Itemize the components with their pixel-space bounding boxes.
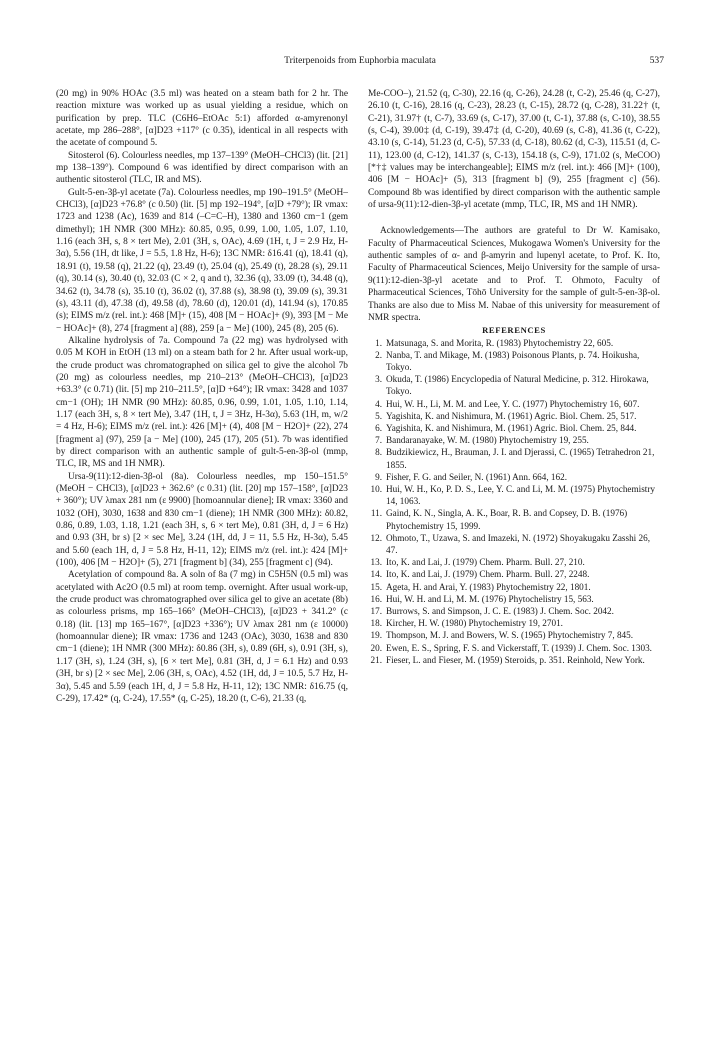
right-column [368, 88, 660, 666]
page-header [56, 55, 664, 69]
reference-item: 13. Ito, K. and Lai, J. (1979) Chem. Pharm. Bull. 27, 210. [370, 557, 585, 568]
references-heading: REFERENCES [482, 325, 546, 336]
reference-item: 16. Hui, W. H. and Li, M. M. (1976) Phytochelistry 15, 563. [370, 593, 594, 604]
running-title: Triterpenoids from Euphorbia maculata [284, 55, 436, 66]
reference-item: 2. Nanba, T. and Mikage, M. (1983) Poisonous Plants, p. 74. Hoikusha, Tokyo. [375, 349, 640, 372]
reference-item: 19. Thompson, M. J. and Bowers, W. S. (1965) Phytochemistry 7, 845. [370, 630, 634, 641]
reference-item: 8. Budzikiewicz, H., Brauman, J. I. and Djerassi, C. (1965) Tetrahedron 21, 1855. [375, 447, 655, 470]
paragraph-sitosterol: Sitosterol (6). Colourless needles, mp 137–139° (MeOH–CHCl3) (lit. [21] mp 138–139°). Compound 6 was identified by direct comparison with an authentic sitosterol (TLC, IR and MS). [56, 150, 348, 186]
reference-item: 12. Ohmoto, T., Uzawa, S. and Imazeki, N. (1972) Shoyakugaku Zasshi 26, 47. [370, 532, 651, 555]
reference-item: 6. Yagishita, K. and Nishimura, M. (1961) Agric. Biol. Chem. 25, 844. [375, 422, 637, 433]
paragraph-continuation-right: Me-COO–), 21.52 (q, C-30), 22.16 (q, C-26), 24.28 (t, C-2), 25.46 (q, C-27), 26.10 (t, C-16), 28.16 (q, C-23), 28.23 (t, C-15), 28.72 (q, C-28), 31.22† (t, C-21), 31.97† (t, C-7), 33.69 (s, C-17), 37.00 (t, C-1), 37.88 (s, C-10), 38.55 (s, C-4), 39.00‡ (d, C-19), 39.47‡ (d, C-20), 40.69 (s, C-8), 41.36 (t, C-22), 43.10 (s, C-14), 51.23 (d, C-5), 57.33 (d, C-18), 80.62 (d, C-3), 115.51 (d, C-11), 123.00 (d, C-12), 141.37 (s, C-13), 154.18 (s, C-9), 171.02 (s, MeCOO) [*†‡ values may be interchangeable]; EIMS m/z (rel. int.): 466 [M]+ (100), 406 [M − HOAc]+ (5), 313 [fragment b] (9), 255 [fragment c] (56). Compound 8b was identified by direct comparison with the authentic sample of ursa-9(11):12-dien-3β-yl acetate (mmp, TLC, IR, MS and 1H NMR). [368, 89, 660, 211]
paragraph-acetylation: Acetylation of compound 8a. A soln of 8a (7 mg) in C5H5N (0.5 ml) was acetylated with Ac2O (0.5 ml) at room temp. overnight. After usual work-up, the crude product was chromatographed over silica gel to give an acetate (8b) as colourless prisms, mp 165–166° (MeOH–CHCl3), [α]D23 + 341.2° (c 0.18) (lit. [13] mp 165–167°, [α]D23 +336°); UV λmax 281 nm (ε 10000) (homoannular diene); IR νmax: 1736 and 1243 (OAc), 3030, 1638 and 830 cm−1 (diene); 1H NMR (300 MHz): δ0.86 (3H, s), 0.89 (6H, s), 0.91 (3H, s), 1.17 (3H, s), 1.24 (3H, s), [6 × tert Me], 0.81 (3H, d, J = 6.1 Hz) and 0.93 (3H, br s) [2 × sec Me], 2.06 (3H, s, OAc), 4.52 (1H, dd, J = 10.5, 5.7 Hz, H-3α), 5.45 and 5.59 (each 1H, d, J = 5.8 Hz, H-11, 12); 13C NMR: δ16.75 (q, C-29), 17.42* (q, C-24), 17.55* (q, C-25), 18.20 (t, C-6), 21.33 (q, [56, 570, 348, 704]
reference-item: 14. Ito, K. and Lai, J. (1979) Chem. Pharm. Bull. 27, 2248. [370, 569, 590, 580]
paragraph-ursadienol: Ursa-9(11):12-dien-3β-ol (8a). Colourless needles, mp 150–151.5° (MeOH − CHCl3), [α]D23 + 362.6° (c 0.31) (lit. [20] mp 157–158°, [α]D23 + 360°); UV λmax 281 nm (ε 9900) [homoannular diene]; IR νmax: 3360 and 1032 (OH), 3030, 1638 and 830 cm−1 (diene); 1H NMR (300 MHz): δ0.82, 0.86, 0.89, 1.03, 1.18, 1.21 (each 3H, s, 6 × tert Me), 0.81 (3H, d, J = 6 Hz) and 0.93 (3H, br s) [2 × sec Me], 3.24 (1H, dd, J = 11, 5.5 Hz, H-3α), 5.45 and 5.60 (each 1H, d, J = 5.8 Hz, H-11, 12); EIMS m/z (rel. int.): 424 [M]+ (100), 406 [M − H2O]+ (5), 271 [fragment b] (34), 255 [fragment c] (94). [56, 471, 348, 569]
reference-item: 20. Ewen, E. S., Spring, F. S. and Vickerstaff, T. (1939) J. Chem. Soc. 1303. [370, 642, 652, 653]
reference-item: 11. Gaind, K. N., Singla, A. K., Boar, R. B. and Copsey, D. B. (1976) Phytochemistry 15, 1999. [370, 508, 628, 531]
reference-item: 9. Fisher, F. G. and Seiler, N. (1961) Ann. 664, 162. [375, 471, 567, 482]
reference-item: 1. Matsunaga, S. and Morita, R. (1983) Phytochemistry 22, 605. [375, 337, 614, 348]
reference-item: 4. Hui, W. H., Li, M. M. and Lee, Y. C. (1977) Phytochemistry 16, 607. [375, 398, 640, 409]
paragraph-alkaline-hydrolysis: Alkaline hydrolysis of 7a. Compound 7a (22 mg) was hydrolysed with 0.05 M KOH in EtOH (13 ml) on a steam bath for 2 hr. After usual work-up, the crude product was chromatographed on silica gel to give the alcohol 7b (20 mg) as colourless needles, mp 210–213° (MeOH–CHCl3), [α]D23 +63.3° (c 0.71) (lit. [5] mp 210–211.5°, [α]D +64°); IR νmax: 3428 and 1037 cm−1 (OH); 1H NMR (90 MHz): δ0.85, 0.96, 0.99, 1.01, 1.05, 1.10, 1.14, 1.17 (each 3H, s, 8 × tert Me), 3.47 (1H, t, J = 3Hz, H-3α), 5.63 (1H, m, w/2 = 4 Hz, H-6); EIMS m/z (rel. int.): 426 [M]+ (4), 408 [M − H2O]+ (22), 274 [fragment a] (97), 259 [a − Me] (100), 245 (17), 205 (51). 7b was identified by direct comparison with an authentic sample of gult-5-en-3β-ol (mmp, TLC, IR, MS and 1H NMR). [56, 335, 348, 470]
reference-item: 15. Ageta, H. and Arai, Y. (1983) Phytochemistry 22, 1801. [370, 581, 591, 592]
references-list [368, 337, 660, 666]
reference-item: 17. Burrows, S. and Simpson, J. C. E. (1983) J. Chem. Soc. 2042. [370, 606, 614, 616]
reference-item: 3. Okuda, T. (1986) Encyclopedia of Natural Medicine, p. 312. Hirokawa, Tokyo. [375, 374, 649, 397]
reference-item: 5. Yagishita, K. and Nishimura, M. (1961) Agric. Biol. Chem. 25, 517. [375, 410, 637, 421]
left-column [56, 88, 348, 705]
reference-item: 7. Bandaranayake, W. M. (1980) Phytochemistry 19, 255. [375, 435, 589, 446]
reference-item: 21. Fieser, L. and Fieser, M. (1959) Steroids, p. 351. Reinhold, New York. [370, 654, 645, 665]
paragraph-gultenyl-acetate: Gult-5-en-3β-yl acetate (7a). Colourless needles, mp 190–191.5° (MeOH–CHCl3), [α]D23 +76.8° (c 0.50) (lit. [5] mp 192–194°, [α]D +79°); IR νmax: 1723 and 1238 (Ac), 1639 and 814 (–C=C–H), 1380 and 1360 cm−1 (gem dimethyl); 1H NMR (300 MHz): δ0.85, 0.95, 0.99, 1.00, 1.05, 1.07, 1.10, 1.16 (each 3H, s, 8 × tert Me), 2.01 (3H, s, OAc), 4.69 (1H, t, J = 2.9 Hz, H-3α), 5.56 (1H, dt like, J = 5.5, 1.8 Hz, H-6); 13C NMR: δ16.41 (q), 18.41 (q), 18.91 (t), 19.58 (q), 21.22 (q), 23.49 (t), 25.04 (q), 25.49 (t), 28.28 (s), 29.11 (q), 30.14 (s), 30.40 (t), 32.03 (C × 2, q and t), 32.36 (q), 33.09 (t), 34.48 (q), 34.62 (t), 34.78 (s), 35.10 (t), 36.02 (t), 37.88 (s), 38.98 (t), 39.09 (s), 39.31 (s), 43.11 (d), 47.38 (d), 49.58 (d), 78.60 (d), 120.01 (d), 141.94 (s), 170.85 (s); EIMS m/z (rel. int.): 468 [M]+ (15), 408 [M − HOAc]+ (9), 393 [M − Me − HOAc]+ (8), 274 [fragment a] (88), 259 [a − Me] (100), 245 (8), 205 (6). [56, 187, 348, 334]
page-number: 537 [649, 55, 664, 66]
reference-item: 10. Hui, W. H., Ko, P. D. S., Lee, Y. C. and Li, M. M. (1975) Phytochemistry 14, 1063. [370, 483, 655, 507]
reference-item: 18. Kircher, H. W. (1980) Phytochemistry 19, 2701. [370, 618, 563, 629]
paragraph-continuation: (20 mg) in 90% HOAc (3.5 ml) was heated on a steam bath for 2 hr. The reaction mixture was worked up as usual yielding a residue, which on purification by prep. TLC (C6H6–EtOAc 5:1) afforded α-amyrenonyl acetate, mp 286–288°, [α]D23 +117° (c 0.35), identical in all respects with the acetate of compound 5. [56, 89, 348, 149]
acknowledgements: Acknowledgements—The authors are grateful to Dr W. Kamisako, Faculty of Pharmaceutical Sciences, Mukogawa Women's University for the authentic samples of α- and β-amyrin and lupenyl acetate, to Prof. K. Ito, Faculty of Pharmaceutical Sciences, Meijo University for the sample of ursa-9(11):12-dien-3β-yl acetate and to Prof. T. Ohmoto, Faculty of Pharmaceutical Sciences, Tōhō University for the sample of gult-5-en-3β-ol. Thanks are also due to Miss M. Nabae of this university for measurement of NMR spectra. [368, 226, 660, 323]
